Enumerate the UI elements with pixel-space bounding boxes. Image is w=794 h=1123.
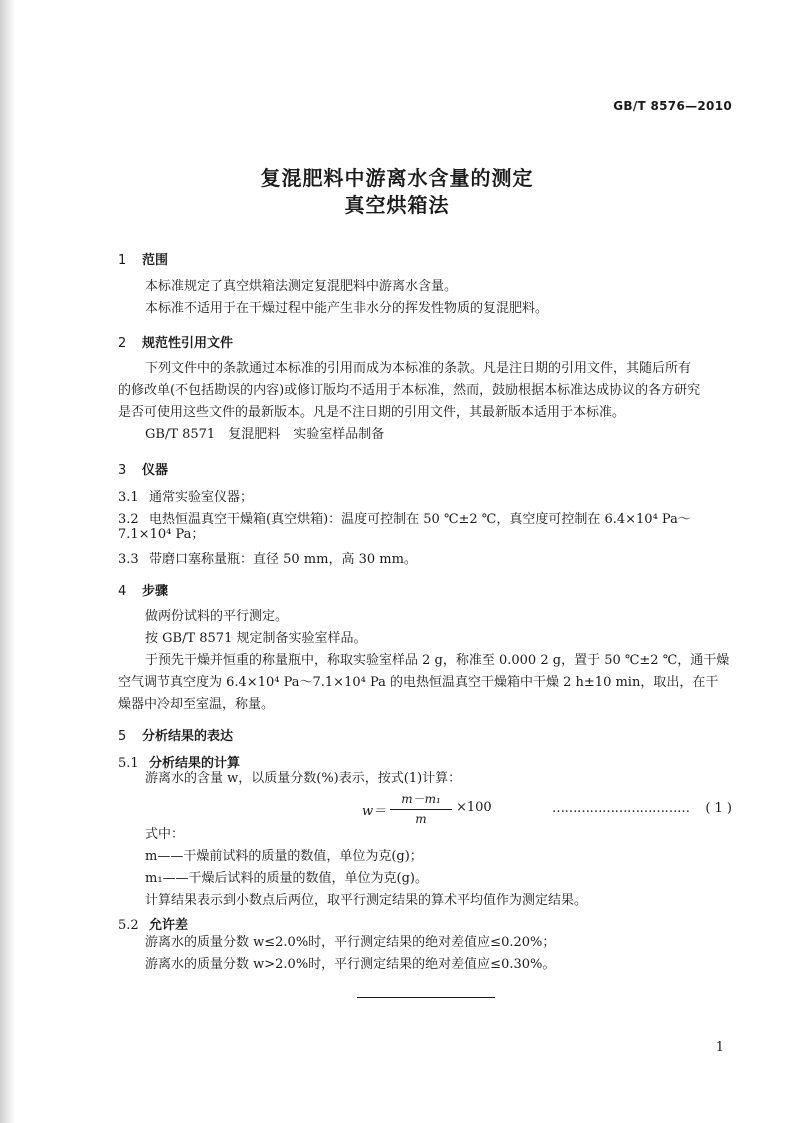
paragraph-line: 于预先干燥并恒重的称量瓶中，称取实验室样品 2 g，称准至 0.000 2 g，置于 50 ℃±2 ℃，通干燥 (145, 653, 730, 668)
normative-reference: GB/T 8571 复混肥料 实验室样品制备 (145, 427, 385, 442)
clause-number: 5.1 (118, 756, 139, 771)
section-number: 3 (118, 463, 127, 478)
clause-text: 电热恒温真空干燥箱(真空烘箱)：温度可控制在 50 ℃±2 ℃，真空度可控制在 6.4×10⁴ Pa～ (149, 512, 691, 527)
variable-definition: m——干燥前试料的质量的数值，单位为克(g)； (145, 849, 423, 864)
clause-title: 分析结果的计算 (149, 756, 241, 771)
section-3-heading (118, 459, 168, 478)
paragraph: 本标准规定了真空烘箱法测定复混肥料中游离水含量。 (145, 279, 458, 294)
fraction-bar (390, 809, 452, 810)
section-2-heading (118, 332, 233, 351)
section-4-heading (118, 580, 168, 599)
paragraph-line: 按 GB/T 8571 规定制备实验室样品。 (145, 631, 367, 646)
section-number: 1 (118, 253, 127, 268)
formula-lhs: w＝ (362, 804, 387, 819)
paragraph-line: 是否可使用这些文件的最新版本。凡是不注日期的引用文件，其最新版本适用于本标准。 (118, 405, 626, 420)
paragraph-line: 做两份试料的平行测定。 (145, 609, 289, 624)
formula-rhs: ×100 (456, 800, 492, 815)
clause-text-continuation: 7.1×10⁴ Pa； (118, 527, 205, 542)
page-number: 1 (715, 1040, 724, 1055)
section-title: 规范性引用文件 (142, 336, 234, 351)
paragraph-line: 下列文件中的条款通过本标准的引用而成为本标准的条款。凡是注日期的引用文件，其随后所有 (145, 361, 692, 376)
dot-leader: …………………………… (552, 801, 690, 816)
paragraph-line: 燥器中冷却至室温，称量。 (118, 697, 275, 712)
formula-intro: 游离水的含量 w，以质量分数(%)表示，按式(1)计算： (145, 771, 462, 786)
clause-3-3 (118, 548, 417, 567)
formula-fraction (390, 790, 452, 826)
clause-3-1 (118, 486, 253, 505)
equation-number: ( 1 ) (705, 801, 732, 816)
section-title: 范围 (142, 253, 169, 268)
clause-title: 允许差 (149, 918, 189, 933)
paragraph-line: 的修改单(不包括勘误的内容)或修订版均不适用于本标准，然而，鼓励根据本标准达成协议的各方研究 (118, 383, 701, 398)
clause-number: 3.1 (118, 490, 139, 505)
end-of-text-rule (357, 997, 495, 998)
clause-5-2-heading (118, 914, 188, 933)
document-title: 复混肥料中游离水含量的测定 (260, 166, 534, 190)
result-note: 计算结果表示到小数点后两位，取平行测定结果的算术平均值作为测定结果。 (145, 893, 588, 908)
section-number: 4 (118, 584, 127, 599)
clause-number: 3.2 (118, 512, 139, 527)
formula-numerator: m－m₁ (401, 792, 441, 806)
section-1-heading (118, 249, 168, 268)
paragraph: 本标准不适用于在干燥过程中能产生非水分的挥发性物质的复混肥料。 (145, 301, 549, 316)
section-number: 5 (118, 729, 127, 744)
section-number: 2 (118, 336, 127, 351)
where-label: 式中： (145, 827, 185, 842)
formula-denominator: m (415, 812, 427, 826)
tolerance-line: 游离水的质量分数 w>2.0%时，平行测定结果的绝对差值应≤0.30%。 (145, 957, 556, 972)
section-5-heading (118, 725, 233, 744)
clause-text: 带磨口塞称量瓶：直径 50 mm，高 30 mm。 (149, 552, 417, 567)
clause-number: 5.2 (118, 918, 139, 933)
paragraph-line: 空气调节真空度为 6.4×10⁴ Pa～7.1×10⁴ Pa 的电热恒温真空干燥箱中干燥 2 h±10 min，取出，在干 (118, 675, 719, 690)
variable-definition: m₁——干燥后试料的质量的数值，单位为克(g)。 (145, 871, 429, 886)
standard-number: GB/T 8576—2010 (613, 99, 732, 113)
section-title: 步骤 (142, 584, 169, 599)
formula-1 (362, 790, 522, 830)
section-title: 仪器 (142, 463, 169, 478)
tolerance-line: 游离水的质量分数 w≤2.0%时，平行测定结果的绝对差值应≤0.20%； (145, 935, 556, 950)
document-subtitle: 真空烘箱法 (344, 193, 450, 217)
section-title: 分析结果的表达 (142, 729, 234, 744)
clause-number: 3.3 (118, 552, 139, 567)
clause-text: 通常实验室仪器； (149, 490, 254, 505)
